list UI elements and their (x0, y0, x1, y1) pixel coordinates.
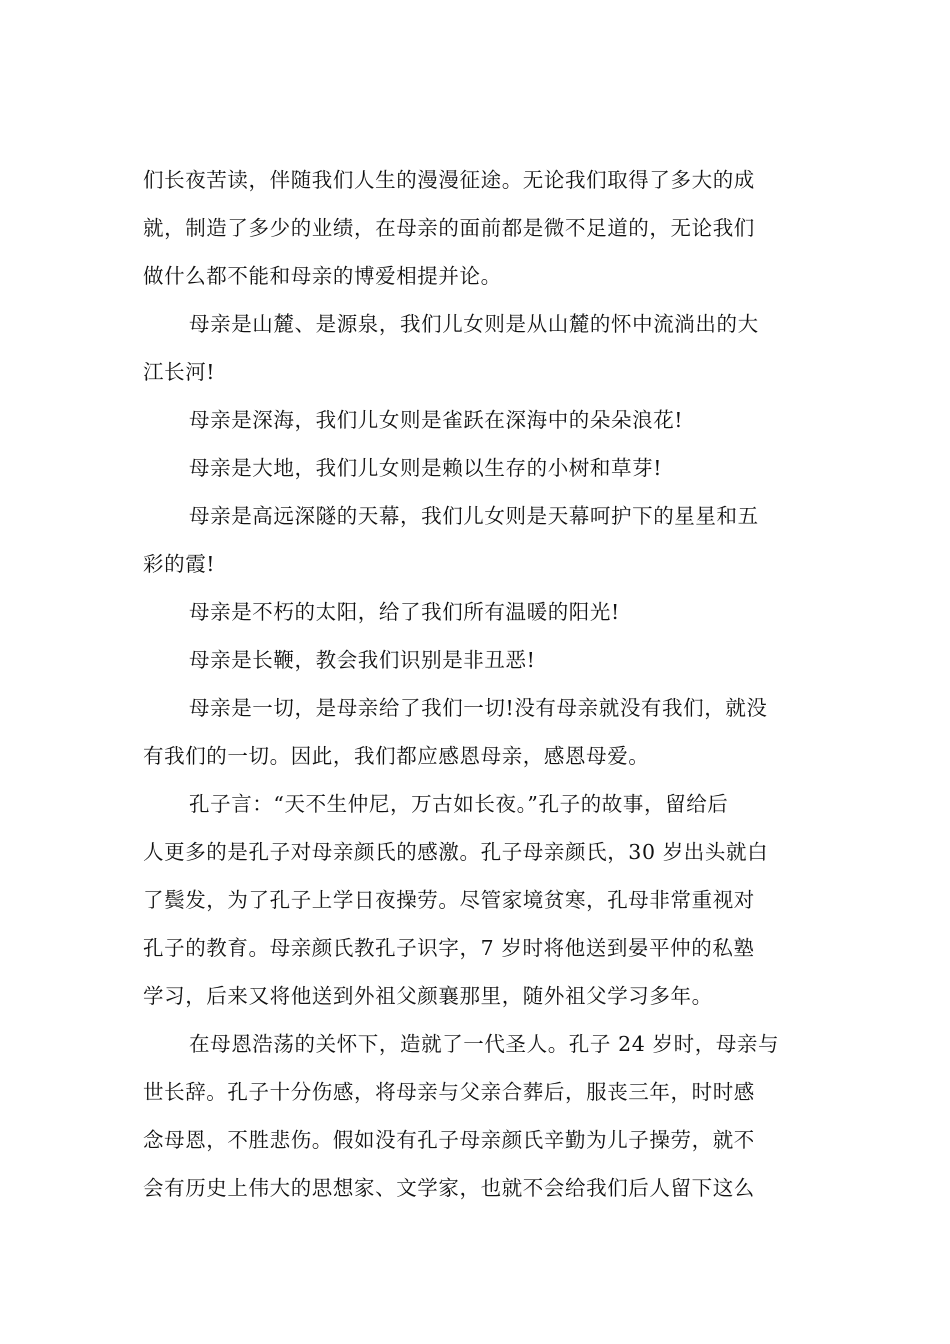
text-line: 了鬓发，为了孔子上学日夜操劳。尽管家境贫寒，孔母非常重视对 (143, 888, 755, 912)
paragraph-9 (143, 780, 807, 1020)
text-line: 母亲是山麓、是源泉，我们儿女则是从山麓的怀中流淌出的大 (189, 312, 759, 336)
text-line: 人更多的是孔子对母亲颜氏的感激。孔子母亲颜氏，30 岁出头就白 (143, 840, 769, 864)
text-line: 们长夜苦读，伴随我们人生的漫漫征途。无论我们取得了多大的成 (143, 168, 755, 192)
paragraph-2 (143, 300, 807, 396)
paragraph-1 (143, 156, 807, 300)
text-line: 彩的霞! (143, 552, 216, 576)
text-line: 念母恩，不胜悲伤。假如没有孔子母亲颜氏辛勤为儿子操劳，就不 (143, 1128, 755, 1152)
text-line: 做什么都不能和母亲的博爱相提并论。 (143, 264, 502, 288)
text-line: 在母恩浩荡的关怀下，造就了一代圣人。孔子 24 岁时，母亲与 (189, 1032, 780, 1056)
paragraph-6 (143, 588, 807, 636)
paragraph-4 (143, 444, 807, 492)
text-line: 母亲是不朽的太阳，给了我们所有温暖的阳光! (189, 600, 620, 624)
text-line: 世长辞。孔子十分伤感，将母亲与父亲合葬后，服丧三年，时时感 (143, 1080, 755, 1104)
text-line: 母亲是高远深隧的天幕，我们儿女则是天幕呵护下的星星和五 (189, 504, 759, 528)
paragraph-8 (143, 684, 807, 780)
paragraph-5 (143, 492, 807, 588)
text-line: 孔子言：“天不生仲尼，万古如长夜。”孔子的故事，留给后 (189, 792, 729, 816)
text-line: 有我们的一切。因此，我们都应感恩母亲，感恩母爱。 (143, 744, 650, 768)
text-line: 学习，后来又将他送到外祖父颜襄那里，随外祖父学习多年。 (143, 984, 713, 1008)
text-line: 母亲是一切，是母亲给了我们一切!没有母亲就没有我们，就没 (189, 696, 768, 720)
text-line: 母亲是深海，我们儿女则是雀跃在深海中的朵朵浪花! (189, 408, 684, 432)
document-body (143, 156, 807, 1212)
paragraph-10 (143, 1020, 807, 1212)
paragraph-3 (143, 396, 807, 444)
text-line: 江长河! (143, 360, 216, 384)
text-line: 就，制造了多少的业绩，在母亲的面前都是微不足道的，无论我们 (143, 216, 755, 240)
paragraph-7 (143, 636, 807, 684)
text-line: 会有历史上伟大的思想家、文学家，也就不会给我们后人留下这么 (143, 1176, 755, 1200)
text-line: 母亲是长鞭，教会我们识别是非丑恶! (189, 648, 536, 672)
text-line: 孔子的教育。母亲颜氏教孔子识字，7 岁时将他送到晏平仲的私塾 (143, 936, 755, 960)
text-line: 母亲是大地，我们儿女则是赖以生存的小树和草芽! (189, 456, 663, 480)
